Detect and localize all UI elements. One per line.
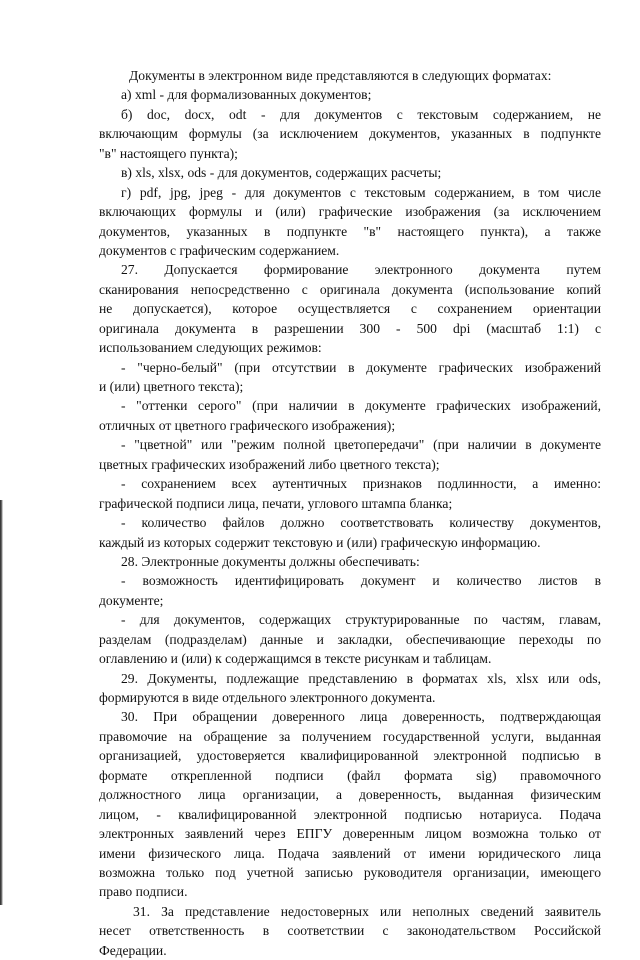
- text-line: не допускается), которое осуществляется с сохранением ориентации: [99, 301, 601, 317]
- text-line: использованием следующих режимов:: [99, 340, 322, 356]
- text-line: графической подписи лица, печати, углового штампа бланка;: [99, 495, 453, 511]
- document-body: [99, 66, 601, 960]
- text-line: включающим формулы (за исключением документов, указанных в подпункте: [99, 126, 601, 142]
- text-line: - сохранением всех аутентичных признаков подлинности, а именно:: [121, 476, 601, 492]
- text-line: правомочие на обращение за получением государственной услуги, выданная: [99, 728, 601, 744]
- text-line: "в" настоящего пункта);: [99, 145, 238, 161]
- text-line: возможна только под учетной записью руководителя организации, имеющего: [99, 864, 601, 880]
- text-line: оглавлению и (или) к содержащимся в тексте рисункам и таблицам.: [99, 651, 492, 667]
- text-line: электронных заявлений через ЕПГУ доверенным лицом возможна только от: [99, 826, 601, 842]
- text-line: включающих формулы и (или) графические изображения (за исключением: [99, 204, 601, 220]
- text-line: оригинала документа в разрешении 300 - 500 dpi (масштаб 1:1) с: [99, 320, 601, 336]
- text-line: - для документов, содержащих структурированные по частям, главам,: [121, 612, 601, 628]
- text-line: - "оттенки серого" (при наличии в документе графических изображений,: [121, 398, 601, 414]
- text-line: имени физического лица. Подача заявлений от имени юридического лица: [99, 845, 601, 861]
- text-line: разделам (подразделам) данные и закладки, обеспечивающие переходы по: [99, 631, 601, 647]
- text-line: Документы в электронном виде представляются в следующих форматах:: [129, 68, 552, 83]
- text-line: 28. Электронные документы должны обеспечивать:: [121, 553, 420, 569]
- text-line: 29. Документы, подлежащие представлению в форматах xls, xlsx или ods,: [121, 670, 601, 686]
- text-line: сканирования непосредственно с оригинала документа (использование копий: [99, 281, 601, 297]
- text-line: - "черно-белый" (при отсутствии в документе графических изображений: [121, 359, 601, 375]
- text-line: 30. При обращении доверенного лица доверенность, подтверждающая: [121, 709, 601, 725]
- text-line: 27. Допускается формирование электронного документа путем: [121, 262, 601, 278]
- text-line: должностного лица организации, а доверенность, выданная физическим: [99, 787, 601, 803]
- text-line: и (или) цветного текста);: [99, 379, 244, 394]
- text-line: 31. За представление недостоверных или неполных сведений заявитель: [133, 903, 601, 919]
- text-line: отличных от цветного графического изображения);: [99, 417, 396, 433]
- text-line: - количество файлов должно соответствовать количеству документов,: [121, 515, 601, 531]
- text-line: Федерации.: [99, 942, 167, 958]
- text-line: формируются в виде отдельного электронного документа.: [99, 690, 436, 705]
- scan-edge-artifact: [0, 500, 3, 905]
- text-line: г) pdf, jpg, jpeg - для документов с текстовым содержанием, в том числе: [121, 184, 601, 200]
- text-line: а) xml - для формализованных документов;: [121, 87, 372, 103]
- text-line: каждый из которых содержит текстовую и (или) графическую информацию.: [99, 534, 541, 550]
- text-line: - "цветной" или "режим полной цветопередачи" (при наличии в документе: [121, 437, 601, 453]
- text-line: организацией, удостоверяется квалифицированной электронной подписью в: [99, 748, 601, 764]
- text-line: документе;: [99, 592, 164, 608]
- text-line: цветных графических изображений либо цветного текста);: [99, 456, 440, 472]
- text-line: формате открепленной подписи (файл формата sig) правомочного: [99, 767, 601, 783]
- text-line: право подписи.: [99, 884, 188, 900]
- text-line: документов с графическим содержанием.: [99, 242, 340, 258]
- text-line: б) doc, docx, odt - для документов с текстовым содержанием, не: [121, 106, 601, 122]
- text-line: документов, указанных в подпункте "в" настоящего пункта), а также: [99, 223, 601, 239]
- text-line: в) xls, xlsx, ods - для документов, содержащих расчеты;: [121, 165, 442, 181]
- text-line: несет ответственность в соответствии с законодательством Российской: [99, 923, 601, 939]
- text-line: - возможность идентифицировать документ и количество листов в: [121, 573, 601, 589]
- text-line: лицом, - квалифицированной электронной подписью нотариуса. Подача: [99, 806, 601, 822]
